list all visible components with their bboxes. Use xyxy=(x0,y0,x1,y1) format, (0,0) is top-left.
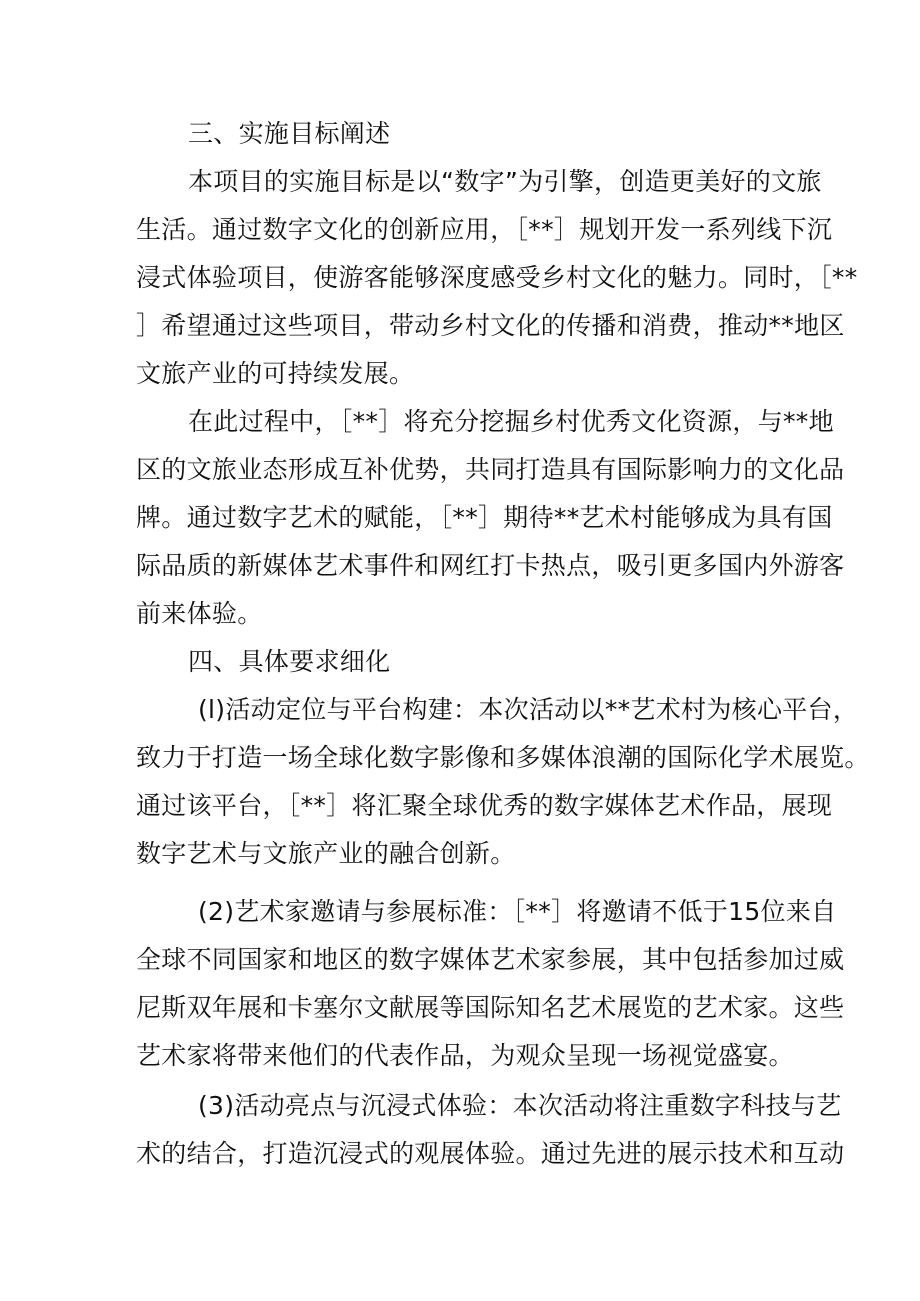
paragraph-line: 术的结合，打造沉浸式的观展体验。通过先进的展示技术和互动 xyxy=(136,1139,845,1168)
paragraph-line: 致力于打造一场全球化数字影像和多媒体浪潮的国际化学术展览。 xyxy=(136,743,870,772)
paragraph-line: 区的文旅业态形成互补优势，共同打造具有国际影响力的文化品 xyxy=(136,455,845,484)
paragraph-line: (3)活动亮点与沉浸式体验：本次活动将注重数字科技与艺 xyxy=(198,1091,842,1120)
paragraph-line: 全球不同国家和地区的数字媒体艺术家参展，其中包括参加过威 xyxy=(136,945,845,974)
paragraph-line: 文旅产业的可持续发展。 xyxy=(136,359,415,388)
section-heading-3: 三、实施目标阐述 xyxy=(188,119,391,148)
section-heading-4: 四、具体要求细化 xyxy=(188,647,391,676)
paragraph-line: 艺术家将带来他们的代表作品，为观众呈现一场视觉盛宴。 xyxy=(136,1041,794,1070)
paragraph-line: 牌。通过数字艺术的赋能，［**］期待**艺术村能够成为具有国 xyxy=(136,503,833,532)
paragraph-line: (2)艺术家邀请与参展标准：［**］将邀请不低于15位来自 xyxy=(198,897,837,926)
paragraph-line: 尼斯双年展和卡塞尔文献展等国际知名艺术展览的艺术家。这些 xyxy=(136,993,845,1022)
paragraph-line: 在此过程中，［**］将充分挖掘乡村优秀文化资源，与**地 xyxy=(188,407,834,436)
paragraph-line: 际品质的新媒体艺术事件和网红打卡热点，吸引更多国内外游客 xyxy=(136,551,845,580)
paragraph-line: 本项目的实施目标是以“数字”为引擎，创造更美好的文旅 xyxy=(188,167,822,196)
paragraph-line: 数字艺术与文旅产业的融合创新。 xyxy=(136,839,516,868)
paragraph-line: 前来体验。 xyxy=(136,599,263,628)
paragraph-line: 生活。通过数字文化的创新应用，［**］规划开发一系列线下沉 xyxy=(136,215,833,244)
paragraph-line: 浸式体验项目，使游客能够深度感受乡村文化的魅力。同时，［** xyxy=(136,263,858,292)
paragraph-line: ］希望通过这些项目，带动乡村文化的传播和消费，推动**地区 xyxy=(136,311,845,340)
paragraph-line: (l)活动定位与平台构建：本次活动以**艺术村为核心平台， xyxy=(198,695,859,724)
paragraph-line: 通过该平台，［**］将汇聚全球优秀的数字媒体艺术作品，展现 xyxy=(136,791,833,820)
